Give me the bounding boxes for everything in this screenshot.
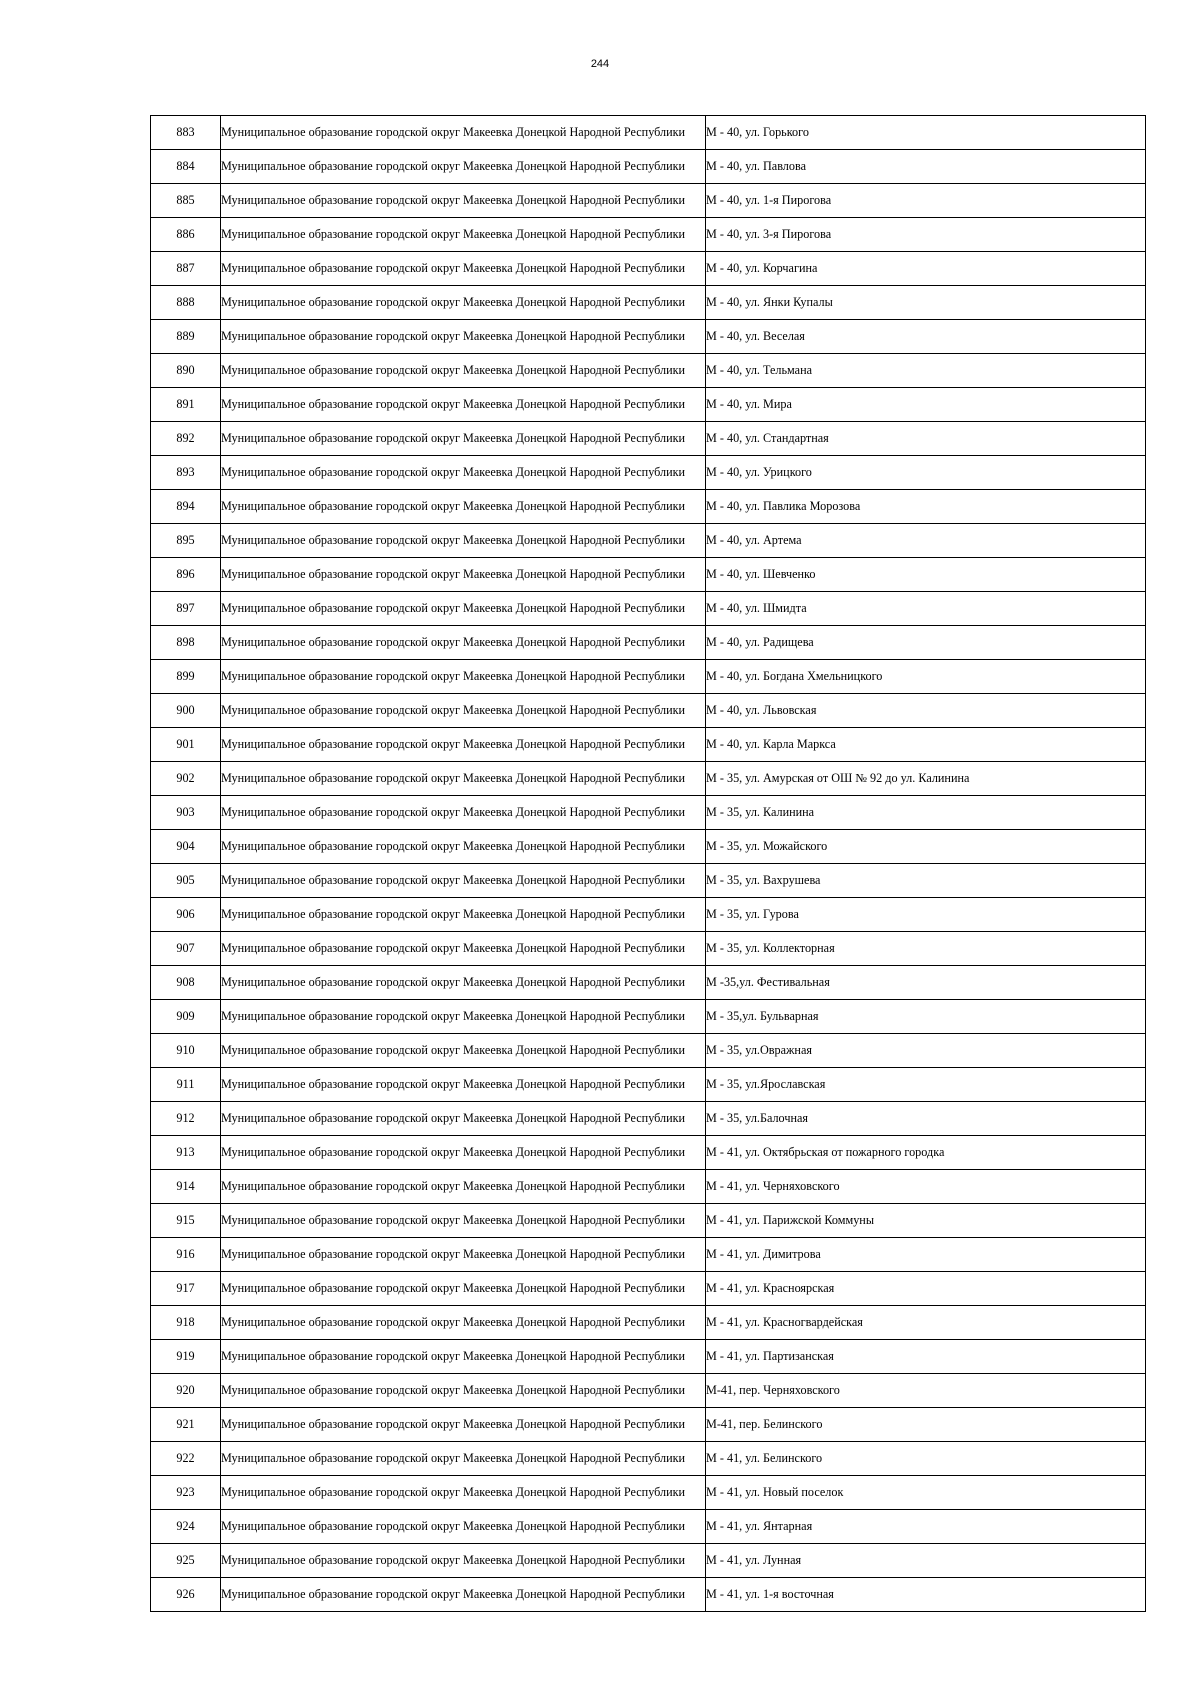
road-address-cell: М - 40, ул. Стандартная — [706, 422, 1146, 456]
road-address-cell: М - 35, ул. Калинина — [706, 796, 1146, 830]
row-number: 896 — [151, 558, 221, 592]
owner-cell: Муниципальное образование городской округ Макеевка Донецкой Народной Республики — [221, 1136, 706, 1170]
road-address-cell: М -35,ул. Фестивальная — [706, 966, 1146, 1000]
table-row — [151, 1374, 1146, 1408]
table-row — [151, 728, 1146, 762]
owner-cell: Муниципальное образование городской округ Макеевка Донецкой Народной Республики — [221, 1544, 706, 1578]
row-number: 897 — [151, 592, 221, 626]
table-row — [151, 1170, 1146, 1204]
owner-cell: Муниципальное образование городской округ Макеевка Донецкой Народной Республики — [221, 728, 706, 762]
owner-cell: Муниципальное образование городской округ Макеевка Донецкой Народной Республики — [221, 1408, 706, 1442]
road-address-cell: М - 40, ул. Радищева — [706, 626, 1146, 660]
table-row — [151, 1000, 1146, 1034]
road-address-cell: М - 41, ул. Черняховского — [706, 1170, 1146, 1204]
road-address-cell: М - 41, ул. Парижской Коммуны — [706, 1204, 1146, 1238]
row-number: 921 — [151, 1408, 221, 1442]
table-row — [151, 1068, 1146, 1102]
table-row — [151, 558, 1146, 592]
road-address-cell: М - 40, ул. Карла Маркса — [706, 728, 1146, 762]
road-address-cell: М - 40, ул. Шевченко — [706, 558, 1146, 592]
table-row — [151, 898, 1146, 932]
road-address-cell: М - 40, ул. Корчагина — [706, 252, 1146, 286]
table-row — [151, 286, 1146, 320]
table-row — [151, 1272, 1146, 1306]
row-number: 925 — [151, 1544, 221, 1578]
registry-table-body — [151, 116, 1146, 1612]
owner-cell: Муниципальное образование городской округ Макеевка Донецкой Народной Республики — [221, 1374, 706, 1408]
row-number: 926 — [151, 1578, 221, 1612]
road-address-cell: М - 40, ул. Урицкого — [706, 456, 1146, 490]
road-address-cell: М - 40, ул. 1-я Пирогова — [706, 184, 1146, 218]
road-address-cell: М - 40, ул. Янки Купалы — [706, 286, 1146, 320]
table-row — [151, 354, 1146, 388]
row-number: 910 — [151, 1034, 221, 1068]
page-number: 244 — [590, 58, 610, 70]
table-row — [151, 762, 1146, 796]
road-address-cell: М - 41, ул. Красноярская — [706, 1272, 1146, 1306]
road-address-cell: М - 41, ул. Новый поселок — [706, 1476, 1146, 1510]
row-number: 895 — [151, 524, 221, 558]
row-number: 907 — [151, 932, 221, 966]
table-row — [151, 830, 1146, 864]
row-number: 905 — [151, 864, 221, 898]
row-number: 904 — [151, 830, 221, 864]
owner-cell: Муниципальное образование городской округ Макеевка Донецкой Народной Республики — [221, 1238, 706, 1272]
owner-cell: Муниципальное образование городской округ Макеевка Донецкой Народной Республики — [221, 422, 706, 456]
table-row — [151, 1544, 1146, 1578]
row-number: 889 — [151, 320, 221, 354]
owner-cell: Муниципальное образование городской округ Макеевка Донецкой Народной Республики — [221, 354, 706, 388]
table-row — [151, 864, 1146, 898]
owner-cell: Муниципальное образование городской округ Макеевка Донецкой Народной Республики — [221, 320, 706, 354]
road-address-cell: М - 35, ул.Ярославская — [706, 1068, 1146, 1102]
row-number: 899 — [151, 660, 221, 694]
table-row — [151, 150, 1146, 184]
road-address-cell: М-41, пер. Черняховского — [706, 1374, 1146, 1408]
row-number: 901 — [151, 728, 221, 762]
table-row — [151, 1238, 1146, 1272]
road-address-cell: М - 35,ул. Бульварная — [706, 1000, 1146, 1034]
owner-cell: Муниципальное образование городской округ Макеевка Донецкой Народной Республики — [221, 1102, 706, 1136]
owner-cell: Муниципальное образование городской округ Макеевка Донецкой Народной Республики — [221, 184, 706, 218]
row-number: 918 — [151, 1306, 221, 1340]
table-row — [151, 966, 1146, 1000]
road-address-cell: М - 35, ул. Вахрушева — [706, 864, 1146, 898]
road-address-cell: М - 40, ул. Горького — [706, 116, 1146, 150]
row-number: 911 — [151, 1068, 221, 1102]
row-number: 920 — [151, 1374, 221, 1408]
row-number: 915 — [151, 1204, 221, 1238]
road-address-cell: М - 35, ул.Овражная — [706, 1034, 1146, 1068]
owner-cell: Муниципальное образование городской округ Макеевка Донецкой Народной Республики — [221, 1476, 706, 1510]
owner-cell: Муниципальное образование городской округ Макеевка Донецкой Народной Республики — [221, 1000, 706, 1034]
road-address-cell: М - 35, ул. Амурская от ОШ № 92 до ул. Калинина — [706, 762, 1146, 796]
owner-cell: Муниципальное образование городской округ Макеевка Донецкой Народной Республики — [221, 1510, 706, 1544]
table-row — [151, 184, 1146, 218]
row-number: 916 — [151, 1238, 221, 1272]
table-row — [151, 1204, 1146, 1238]
table-row — [151, 1034, 1146, 1068]
owner-cell: Муниципальное образование городской округ Макеевка Донецкой Народной Республики — [221, 116, 706, 150]
owner-cell: Муниципальное образование городской округ Макеевка Донецкой Народной Республики — [221, 694, 706, 728]
table-row — [151, 626, 1146, 660]
table-row — [151, 592, 1146, 626]
owner-cell: Муниципальное образование городской округ Макеевка Донецкой Народной Республики — [221, 490, 706, 524]
table-row — [151, 320, 1146, 354]
owner-cell: Муниципальное образование городской округ Макеевка Донецкой Народной Республики — [221, 1170, 706, 1204]
table-row — [151, 524, 1146, 558]
table-row — [151, 388, 1146, 422]
road-address-cell: М - 40, ул. Веселая — [706, 320, 1146, 354]
road-address-cell: М - 41, ул. Димитрова — [706, 1238, 1146, 1272]
owner-cell: Муниципальное образование городской округ Макеевка Донецкой Народной Республики — [221, 796, 706, 830]
table-row — [151, 422, 1146, 456]
road-address-cell: М - 40, ул. 3-я Пирогова — [706, 218, 1146, 252]
owner-cell: Муниципальное образование городской округ Макеевка Донецкой Народной Республики — [221, 1578, 706, 1612]
road-address-cell: М - 35, ул. Коллекторная — [706, 932, 1146, 966]
row-number: 922 — [151, 1442, 221, 1476]
table-row — [151, 456, 1146, 490]
owner-cell: Муниципальное образование городской округ Макеевка Донецкой Народной Республики — [221, 524, 706, 558]
owner-cell: Муниципальное образование городской округ Макеевка Донецкой Народной Республики — [221, 1068, 706, 1102]
table-row — [151, 1510, 1146, 1544]
row-number: 914 — [151, 1170, 221, 1204]
row-number: 892 — [151, 422, 221, 456]
table-row — [151, 1102, 1146, 1136]
table-row — [151, 1306, 1146, 1340]
owner-cell: Муниципальное образование городской округ Макеевка Донецкой Народной Республики — [221, 252, 706, 286]
road-address-cell: М - 40, ул. Павлика Морозова — [706, 490, 1146, 524]
road-address-cell: М - 35, ул. Гурова — [706, 898, 1146, 932]
owner-cell: Муниципальное образование городской округ Макеевка Донецкой Народной Республики — [221, 1306, 706, 1340]
owner-cell: Муниципальное образование городской округ Макеевка Донецкой Народной Республики — [221, 286, 706, 320]
owner-cell: Муниципальное образование городской округ Макеевка Донецкой Народной Республики — [221, 456, 706, 490]
row-number: 919 — [151, 1340, 221, 1374]
owner-cell: Муниципальное образование городской округ Макеевка Донецкой Народной Республики — [221, 1034, 706, 1068]
owner-cell: Муниципальное образование городской округ Макеевка Донецкой Народной Республики — [221, 830, 706, 864]
owner-cell: Муниципальное образование городской округ Макеевка Донецкой Народной Республики — [221, 558, 706, 592]
row-number: 912 — [151, 1102, 221, 1136]
row-number: 924 — [151, 1510, 221, 1544]
road-address-cell: М-41, пер. Белинского — [706, 1408, 1146, 1442]
row-number: 906 — [151, 898, 221, 932]
row-number: 909 — [151, 1000, 221, 1034]
owner-cell: Муниципальное образование городской округ Макеевка Донецкой Народной Республики — [221, 966, 706, 1000]
row-number: 890 — [151, 354, 221, 388]
row-number: 886 — [151, 218, 221, 252]
row-number: 898 — [151, 626, 221, 660]
table-row — [151, 1340, 1146, 1374]
road-address-cell: М - 35, ул.Балочная — [706, 1102, 1146, 1136]
road-address-cell: М - 40, ул. Павлова — [706, 150, 1146, 184]
owner-cell: Муниципальное образование городской округ Макеевка Донецкой Народной Республики — [221, 660, 706, 694]
row-number: 891 — [151, 388, 221, 422]
row-number: 884 — [151, 150, 221, 184]
table-row — [151, 1578, 1146, 1612]
row-number: 908 — [151, 966, 221, 1000]
table-row — [151, 694, 1146, 728]
row-number: 913 — [151, 1136, 221, 1170]
owner-cell: Муниципальное образование городской округ Макеевка Донецкой Народной Республики — [221, 592, 706, 626]
road-address-cell: М - 41, ул. Лунная — [706, 1544, 1146, 1578]
row-number: 903 — [151, 796, 221, 830]
owner-cell: Муниципальное образование городской округ Макеевка Донецкой Народной Республики — [221, 1204, 706, 1238]
table-row — [151, 116, 1146, 150]
table-row — [151, 1136, 1146, 1170]
row-number: 917 — [151, 1272, 221, 1306]
road-address-cell: М - 35, ул. Можайского — [706, 830, 1146, 864]
row-number: 923 — [151, 1476, 221, 1510]
road-address-cell: М - 41, ул. Октябрьская от пожарного городка — [706, 1136, 1146, 1170]
table-row — [151, 1408, 1146, 1442]
road-address-cell: М - 41, ул. 1-я восточная — [706, 1578, 1146, 1612]
row-number: 883 — [151, 116, 221, 150]
road-address-cell: М - 40, ул. Артема — [706, 524, 1146, 558]
row-number: 888 — [151, 286, 221, 320]
row-number: 902 — [151, 762, 221, 796]
table-row — [151, 1476, 1146, 1510]
row-number: 900 — [151, 694, 221, 728]
table-row — [151, 218, 1146, 252]
owner-cell: Муниципальное образование городской округ Макеевка Донецкой Народной Республики — [221, 1272, 706, 1306]
road-address-cell: М - 41, ул. Белинского — [706, 1442, 1146, 1476]
owner-cell: Муниципальное образование городской округ Макеевка Донецкой Народной Республики — [221, 150, 706, 184]
owner-cell: Муниципальное образование городской округ Макеевка Донецкой Народной Республики — [221, 218, 706, 252]
table-row — [151, 660, 1146, 694]
road-address-cell: М - 40, ул. Тельмана — [706, 354, 1146, 388]
owner-cell: Муниципальное образование городской округ Макеевка Донецкой Народной Республики — [221, 1442, 706, 1476]
road-address-cell: М - 40, ул. Богдана Хмельницкого — [706, 660, 1146, 694]
road-address-cell: М - 40, ул. Мира — [706, 388, 1146, 422]
owner-cell: Муниципальное образование городской округ Макеевка Донецкой Народной Республики — [221, 864, 706, 898]
owner-cell: Муниципальное образование городской округ Макеевка Донецкой Народной Республики — [221, 626, 706, 660]
owner-cell: Муниципальное образование городской округ Макеевка Донецкой Народной Республики — [221, 932, 706, 966]
row-number: 893 — [151, 456, 221, 490]
road-address-cell: М - 41, ул. Партизанская — [706, 1340, 1146, 1374]
table-row — [151, 490, 1146, 524]
owner-cell: Муниципальное образование городской округ Макеевка Донецкой Народной Республики — [221, 1340, 706, 1374]
table-row — [151, 932, 1146, 966]
road-address-cell: М - 41, ул. Красногвардейская — [706, 1306, 1146, 1340]
row-number: 885 — [151, 184, 221, 218]
owner-cell: Муниципальное образование городской округ Макеевка Донецкой Народной Республики — [221, 898, 706, 932]
table-row — [151, 796, 1146, 830]
road-address-cell: М - 40, ул. Львовская — [706, 694, 1146, 728]
owner-cell: Муниципальное образование городской округ Макеевка Донецкой Народной Республики — [221, 388, 706, 422]
road-address-cell: М - 41, ул. Янтарная — [706, 1510, 1146, 1544]
owner-cell: Муниципальное образование городской округ Макеевка Донецкой Народной Республики — [221, 762, 706, 796]
table-row — [151, 252, 1146, 286]
row-number: 894 — [151, 490, 221, 524]
row-number: 887 — [151, 252, 221, 286]
road-address-cell: М - 40, ул. Шмидта — [706, 592, 1146, 626]
table-row — [151, 1442, 1146, 1476]
registry-table — [150, 115, 1146, 1612]
